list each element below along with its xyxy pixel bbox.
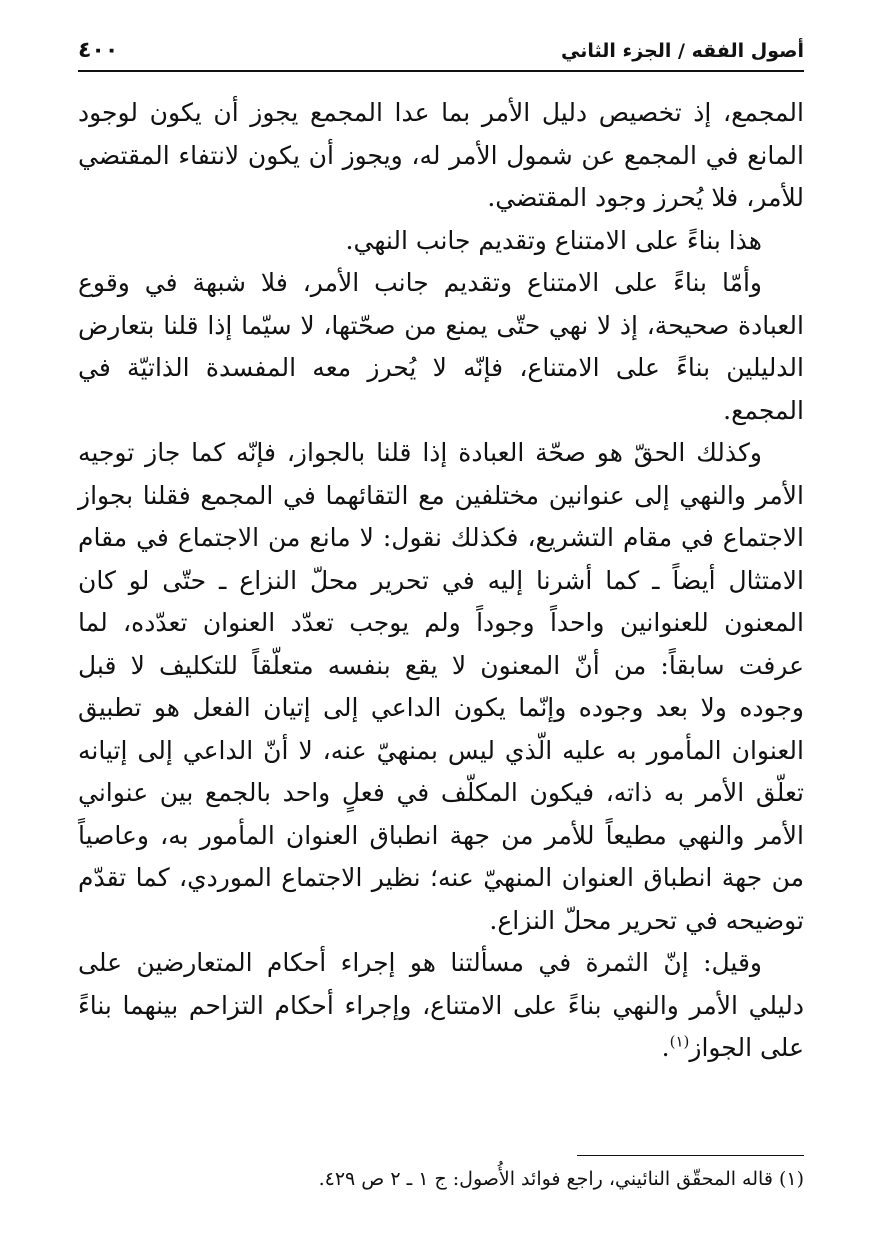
header-rule [78, 70, 804, 72]
paragraph-3: وأمّا بناءً على الامتناع وتقديم جانب الأمر، فلا شبهة في وقوع العبادة صحيحة، إذ لا نهي حتّى يمنع من صحّتها، لا سيّما إذا قلنا بتعارض الدليلين بناءً على الامتناع، فإنّه لا يُحرز معه المفسدة الذاتيّة في المجمع. [78, 268, 804, 425]
page-number: ٤٠٠ [78, 38, 119, 63]
paragraph-5-period: . [661, 1033, 670, 1062]
body-text [78, 92, 804, 1070]
footnote-reference: (١) [669, 1032, 690, 1051]
paragraph-1: المجمع، إذ تخصيص دليل الأمر بما عدا المجمع يجوز أن يكون لوجود المانع في المجمع عن شمول الأمر له، ويجوز أن يكون لانتفاء المقتضي للأمر، فلا يُحرز وجود المقتضي. [78, 98, 804, 212]
footnote: (١) قاله المحقّق النائيني، راجع فوائد الأُصول: ج ١ ـ ٢ ص ٤٢٩. [318, 1168, 804, 1190]
page-header [78, 38, 804, 72]
paragraph-4: وكذلك الحقّ هو صحّة العبادة إذا قلنا بالجواز، فإنّه كما جاز توجيه الأمر والنهي إلى عنوانين مختلفين مع التقائهما في المجمع فقلنا بجواز الاجتماع في مقام التشريع، فكذلك نقول: لا مانع من الاجتماع في مقام الامتثال أيضاً ـ كما أشرنا إليه في تحرير محلّ النزاع ـ حتّى لو كان المعنون للعنوانين واحداً وجوداً ولم يوجب تعدّد العنوان تعدّده، لما عرفت سابقاً: من أنّ المعنون لا يقع بنفسه متعلّقاً للتكليف لا قبل وجوده ولا بعد وجوده وإنّما يكون الداعي إلى إتيان الفعل هو تطبيق العنوان المأمور به عليه الّذي ليس بمنهيّ عنه، لا أنّ الداعي إلى إتيانه تعلّق الأمر به ذاته، فيكون المكلّف في فعلٍ واحد بالجمع بين عنواني الأمر والنهي مطيعاً للأمر من جهة انطباق العنوان المأمور به، وعاصياً من جهة انطباق العنوان المنهيّ عنه؛ نظير الاجتماع الموردي، كما تقدّم توضيحه في تحرير محلّ النزاع. [78, 438, 804, 935]
paragraph-2: هذا بناءً على الامتناع وتقديم جانب النهي. [345, 225, 762, 255]
running-title: أصول الفقه / الجزء الثاني [561, 40, 804, 62]
paragraph-5 [78, 942, 804, 1070]
paragraph-5-text: وقيل: إنّ الثمرة في مسألتنا هو إجراء أحكام المتعارضين على دليلي الأمر والنهي بناءً على الامتناع، وإجراء أحكام التزاحم بينهما بناءً على الجواز [78, 948, 804, 1062]
footnote-rule [577, 1155, 804, 1156]
